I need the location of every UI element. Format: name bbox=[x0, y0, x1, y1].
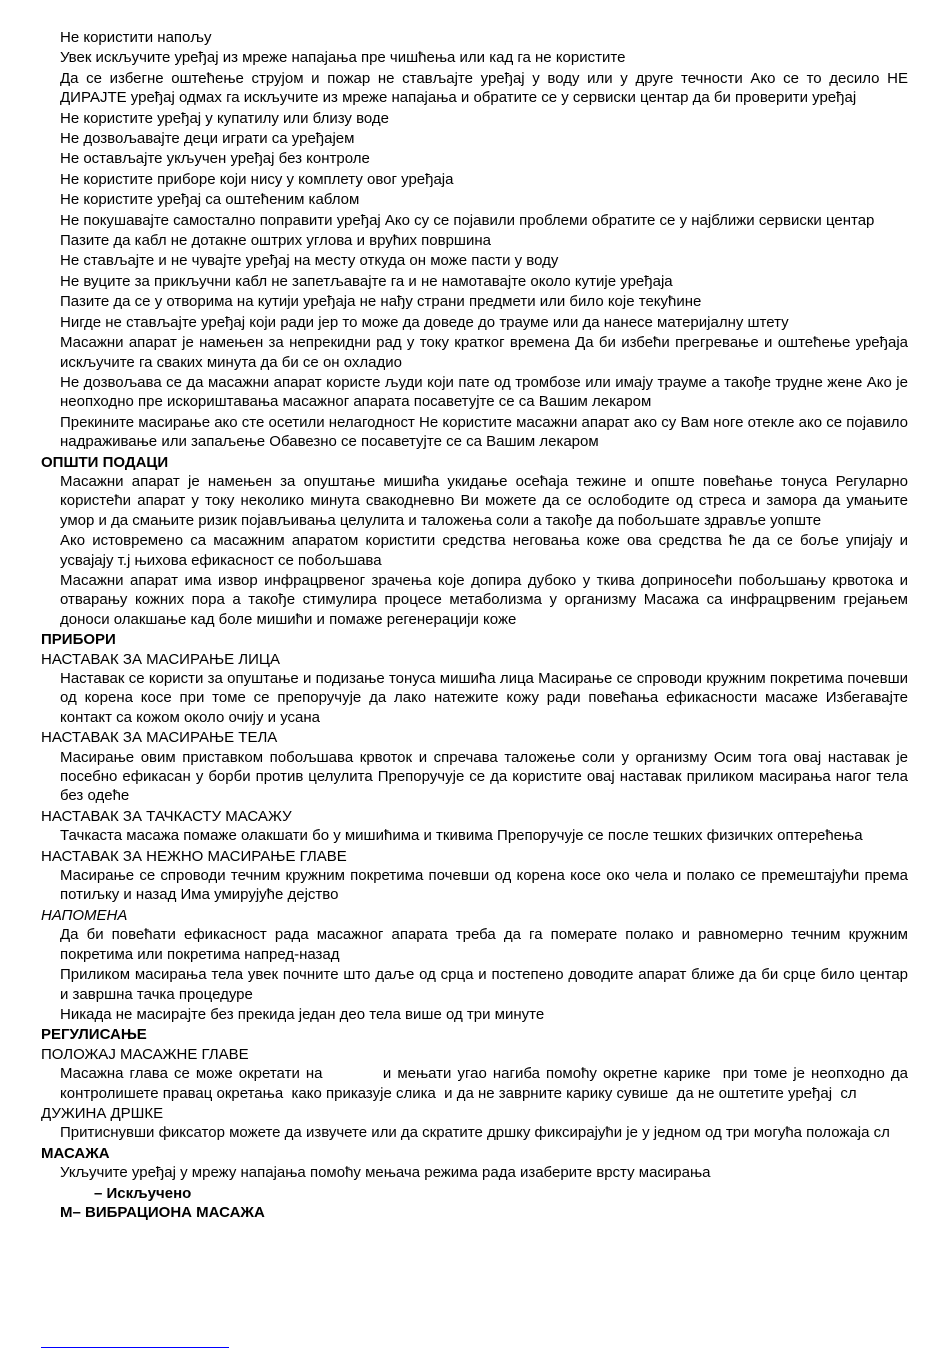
warning-item: Увек искључите уређај из мреже напајања пре чишћења или кад га не користите bbox=[60, 49, 626, 67]
warning-item: Масажни апарат је намењен за непрекидни рад у току кратког времена Да би избећи прегревање и оштећење уређаја искључите га сваких минута да би се он охладио bbox=[60, 334, 908, 371]
face-attachment-text: Наставак се користи за опуштање и подизање тонуса мишића лица Масирање се спроводи кружним покретима почевши од корена косе при томе се препоручује да лако натежите кожу ради повећања ефикасности масаже Избегавајте контакт са кожом около очију и усана bbox=[60, 670, 908, 726]
warning-item: Не користите приборе који нису у комплету овог уређаја bbox=[60, 170, 454, 188]
warning-item: Не дозвољавајте деци играти са уређајем bbox=[60, 130, 355, 148]
warning-item: Не вуците за прикључни кабл не запетљавајте га и не намотавајте около кутије уређаја bbox=[60, 272, 673, 290]
general-paragraph: Масажни апарат је намењен за опуштање мишића укидање осећаја тежине и опште повећање тонуса Регуларно користећи апарат у току неколико минута свакодневно Ви можете да се ослободите од стреса и замора да умањите умор и да смањите ризик појављивања целулита и таложења соли а такође да побољшате здравље уопште bbox=[60, 472, 908, 529]
subheading-point-attachment: НАСТАВАК ЗА ТАЧКАСТУ МАСАЖУ bbox=[41, 807, 292, 825]
head-position-text: Масажна глава се може окретати на и мењати угао нагиба помоћу окретне карике при томе је неопходно да контролишете правац окретања како приказује слика и да не заврните карику сувише да не оштетите уређај сл bbox=[60, 1065, 913, 1102]
general-paragraph: Масажни апарат има извор инфрацрвеног зрачења које допира дубоко у ткива доприносећи побољшању крвотока и отварању кожних пора а такође стимулира процесе метаболизма у организму Масажа са инфрацрвеним грејањем доноси олакшање кад боле мишићи и помаже регенерацији коже bbox=[60, 571, 908, 628]
warning-item: Не користите уређај са оштећеним каблом bbox=[60, 191, 360, 209]
warning-item: Прекините масирање ако сте осетили нелагодност Не користите масажни апарат ако су Вам ноге отекле ако се појавило надраживање или запаљење Обавезно се посаветујте се са Вашим лекаром bbox=[60, 413, 908, 451]
section-heading-regulation: РЕГУЛИСАЊЕ bbox=[41, 1026, 147, 1044]
head-attachment-text: Масирање се спроводи течним кружним покретима почевши од корена косе око чела и полако се премештајући према потиљку и назад Има умирујуће дејство bbox=[60, 867, 908, 904]
warning-item: Не дозвољава се да масажни апарат користе људи који пате од тромбозе или имају трауме а такође трудне жене Ако је неопходно пре искориштавања масажног апарата посаветујте се са Вашим лекаром bbox=[60, 373, 908, 411]
point-attachment-text: Тачкаста масажа помаже олакшати бо у мишићима и ткивима Препоручује се после тешких физичких оптерећења bbox=[60, 827, 863, 845]
document-content bbox=[41, 28, 913, 1222]
warning-item: Не користити напољу bbox=[60, 29, 212, 46]
warning-item: Нигде не стављајте уређај који ради јер то може да доведе до трауме или да нанесе материјалну штету bbox=[60, 313, 789, 331]
warning-item: Не користите уређај у купатилу или близу воде bbox=[60, 109, 390, 127]
body-attachment-text: Масирање овим приставком побољшава крвоток и спречава таложење соли у организму Осим тога овај наставак је посебно ефикасан у борби против целулита Препоручује се да користите овај наставак приликом масирања нагог тела без одеће bbox=[60, 748, 908, 805]
section-heading-massage: МАСАЖА bbox=[41, 1144, 110, 1162]
warnings-list bbox=[41, 28, 908, 452]
note-item: Приликом масирања тела увек почните што даље од срца и постепено доводите апарат ближе да би срце било центар и завршна тачка процедуре bbox=[60, 966, 908, 1003]
subheading-head-attachment: НАСТАВАК ЗА НЕЖНО МАСИРАЊЕ ГЛАВЕ bbox=[41, 847, 347, 865]
subheading-handle-length: ДУЖИНА ДРШКЕ bbox=[41, 1104, 164, 1122]
warning-item: Да се избегне оштећење струјом и пожар не стављајте уређај у воду или у друге течности Ако се то десило НЕ ДИРАЈТЕ уређај одмах га искључите из мреже напајања и обратите се у сервиски центар да би проверити уређај bbox=[60, 69, 908, 107]
warning-item: Пазите да се у отворима на кутији уређаја не нађу страни предмети или било које текућине bbox=[60, 293, 702, 311]
subheading-body-attachment: НАСТАВАК ЗА МАСИРАЊЕ ТЕЛА bbox=[41, 729, 278, 747]
note-heading: НАПОМЕНА bbox=[41, 906, 128, 924]
footnote-separator bbox=[41, 1347, 229, 1348]
note-item: Да би повећати ефикасност рада масажног апарата треба да га померате полако и равномерно течним кружним покретима или покретима напред-назад bbox=[60, 926, 908, 963]
massage-intro: Укључите уређај у мрежу напајања помоћу мењача режима рада изаберите врсту масирања bbox=[60, 1164, 711, 1182]
subheading-face-attachment: НАСТАВАК ЗА МАСИРАЊЕ ЛИЦА bbox=[41, 650, 281, 668]
handle-length-text: Притиснувши фиксатор можете да извучете или да скратите дршку фиксирајући је у једном од три могућа положаја сл bbox=[60, 1124, 890, 1142]
note-item: Никада не масирајте без прекида један део тела више од три минуте bbox=[60, 1005, 545, 1023]
section-heading-general: ОПШТИ ПОДАЦИ bbox=[41, 453, 169, 471]
warning-item: Не остављајте укључен уређај без контроле bbox=[60, 150, 370, 168]
mode-vibration-label: М– ВИБРАЦИОНА МАСАЖА bbox=[60, 1203, 265, 1221]
section-heading-accessories: ПРИБОРИ bbox=[41, 631, 116, 649]
warning-item: Не стављајте и не чувајте уређај на месту откуда он може пасти у воду bbox=[60, 252, 559, 270]
general-paragraph: Ако истовремено са масажним апаратом користити средства неговања коже ова средства ће да се боље упијају и усвајају т.ј њихова ефикасност се побољшава bbox=[60, 532, 908, 569]
warning-item: Не покушавајте самостално поправити уређај Ако су се појавили проблеми обратите се у најближи сервиски центар bbox=[60, 211, 875, 229]
mode-off-label: – Искључено bbox=[94, 1184, 192, 1202]
warning-item: Пазите да кабл не дотакне оштрих углова и врућих површина bbox=[60, 232, 491, 250]
subheading-head-position: ПОЛОЖАЈ МАСАЖНЕ ГЛАВЕ bbox=[41, 1045, 249, 1063]
